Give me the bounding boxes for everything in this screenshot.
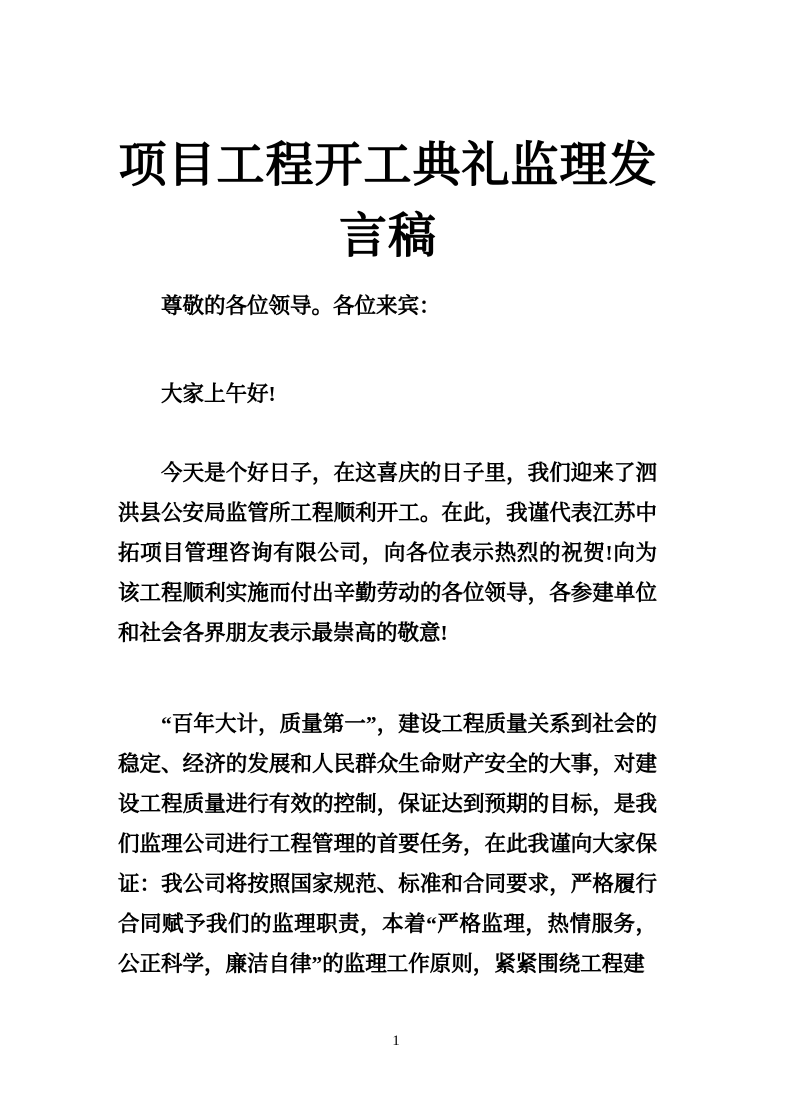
document-title: 项目工程开工典礼监理发言稿 [118, 139, 658, 263]
page-number: 1 [392, 1033, 400, 1049]
body-paragraph-2: “百年大计，质量第一”，建设工程质量关系到社会的稳定、经济的发展和人民群众生命财产安全的大事，对建设工程质量进行有效的控制，保证达到预期的目标，是我们监理公司进行工程管理的首要任务，在此我谨向大家保证：我公司将按照国家规范、标准和合同要求，严格履行合同赋予我们的监理职责，本着“严格监理，热情服务，公正科学，廉洁自律”的监理工作原则，紧紧围绕工程建 [118, 712, 657, 976]
salutation-line: 尊敬的各位领导。各位来宾： [161, 294, 441, 318]
body-paragraph-1: 今天是个好日子，在这喜庆的日子里，我们迎来了泗洪县公安局监管所工程顺利开工。在此，我谨代表江苏中拓项目管理咨询有限公司，向各位表示热烈的祝贺!向为该工程顺利实施而付出辛勤劳动的各位领导，各参建单位和社会各界朋友表示最崇高的敬意! [118, 461, 657, 645]
greeting-line: 大家上午好! [161, 382, 276, 406]
